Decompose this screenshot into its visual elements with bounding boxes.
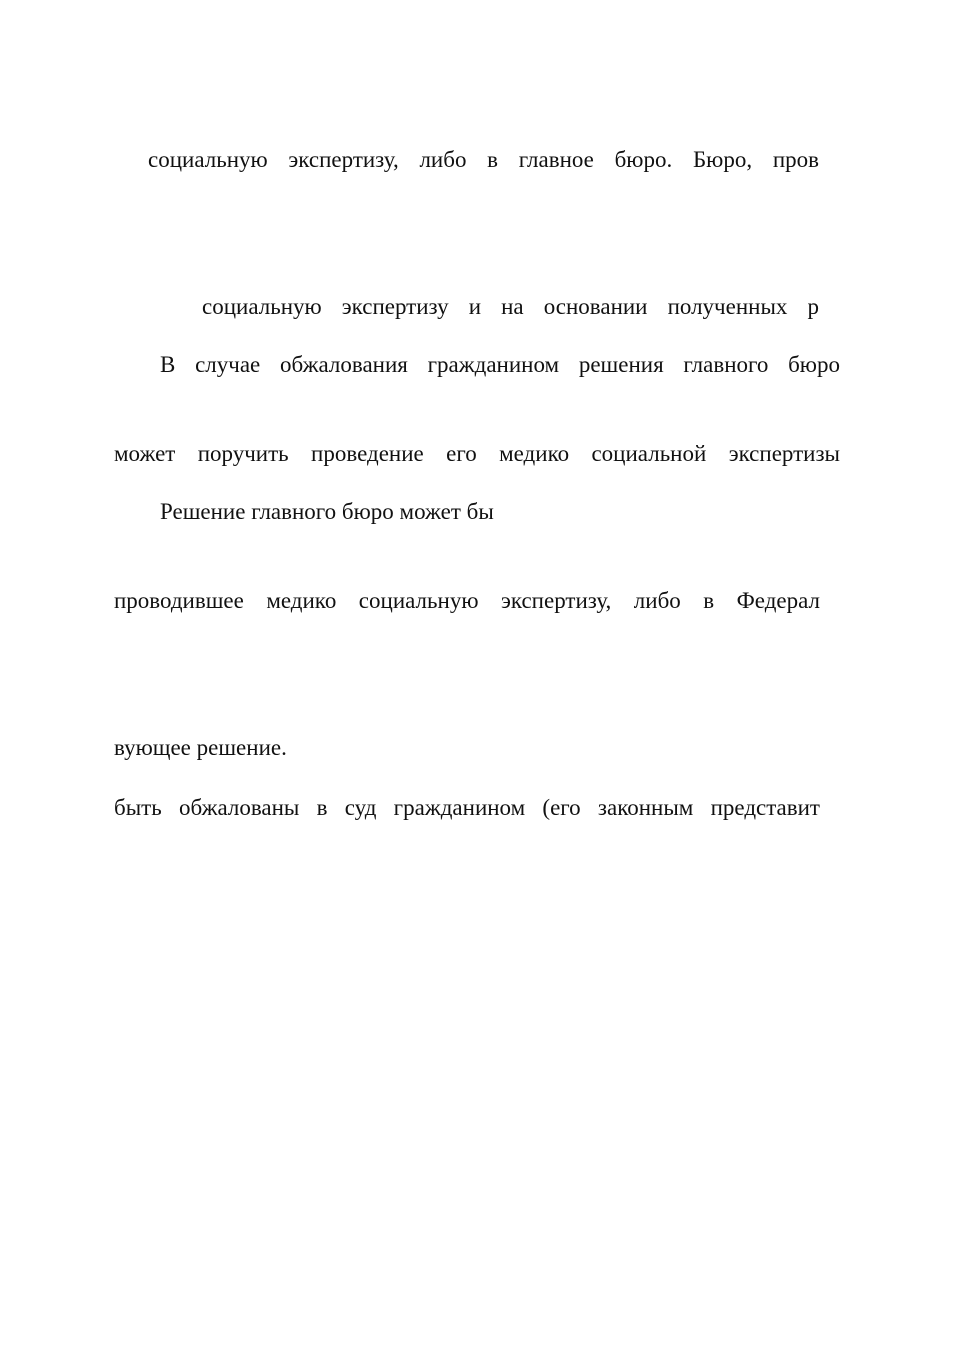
text-line-7: вующее решение.	[114, 735, 287, 760]
text-line-2: социальную экспертизу и на основании полученных р	[202, 294, 819, 319]
text-line-8: быть обжалованы в суд гражданином (его законным представит	[114, 795, 820, 820]
text-line-4: может поручить проведение его медико социальной экспертизы	[114, 441, 840, 466]
text-line-3: В случае обжалования гражданином решения главного бюро	[160, 352, 840, 377]
text-line-6: проводившее медико социальную экспертизу, либо в Федерал	[114, 588, 820, 613]
text-line-1: социальную экспертизу, либо в главное бюро. Бюро, пров	[148, 147, 819, 172]
text-line-5: Решение главного бюро может бы	[160, 499, 494, 524]
